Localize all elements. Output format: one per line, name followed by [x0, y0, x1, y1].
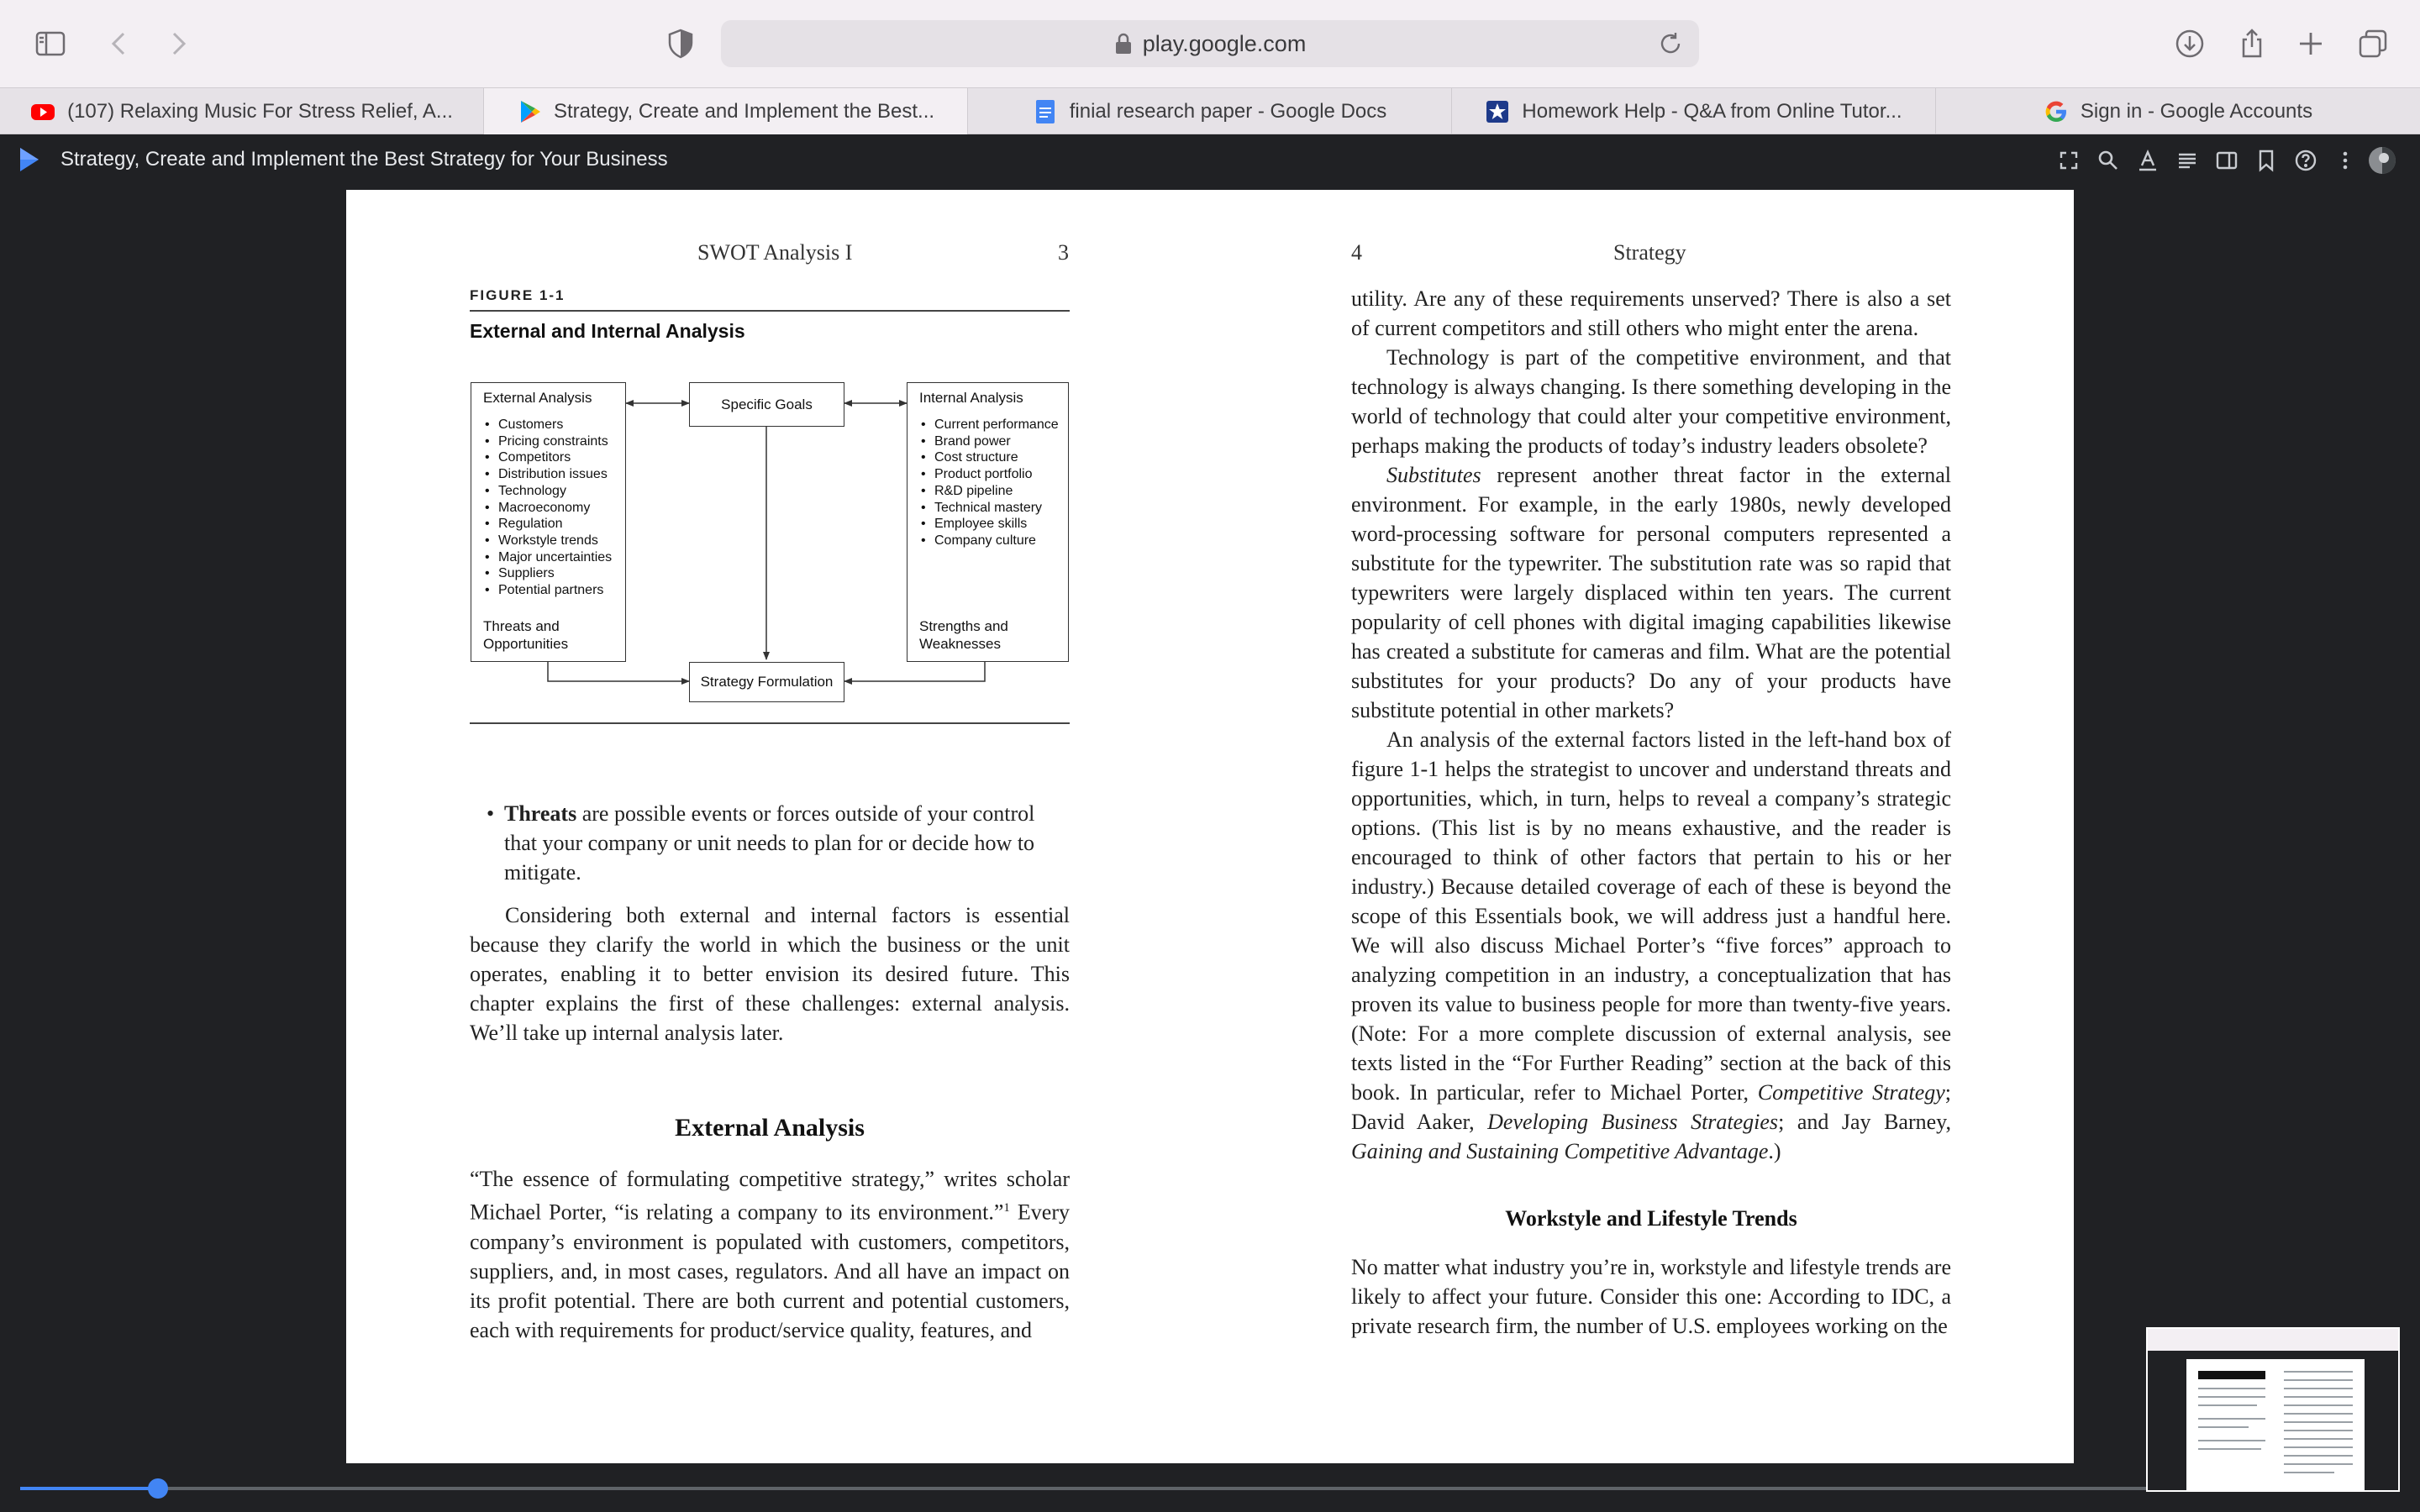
paragraph-text: Considering both external and internal factors is essential because they clarify the world in which the business or the unit operates, enabling it to better envision its desired future. This chapter explains the first of these challenges: external analysis. We’ll take up internal analysis later.	[470, 903, 1070, 1045]
figure-label: FIGURE 1-1	[470, 287, 566, 303]
tab-google-play-book[interactable]	[484, 88, 968, 134]
footer-line: Strengths and	[919, 618, 1008, 634]
browser-toolbar	[0, 0, 2420, 87]
paragraph-text: An analysis of the external factors listed in the left-hand box of figure 1-1 helps the strategist to uncover and understand threats and opportunities, which, in turn, helps to reveal a company’s strategic options. (This list is by no means exhaustive, and the reader is encouraged to think of other factors that pertain to his or her industry.) Because detailed coverage of each of these is beyond the scope of this Essentials book, we will address just a handful here. We will also discuss Michael Porter’s “five forces” approach to analyzing competition in an industry, a conceptualization that has proven its value to business people for more than twenty-five years. (Note: For a more complete discussion of external analysis, see texts listed in the “For Further Reading” section at the back of this book. In particular, refer to Michael Porter,	[1351, 727, 1951, 1105]
footer-line: Weaknesses	[919, 636, 1002, 652]
figure-rule	[470, 722, 1070, 724]
share-icon[interactable]	[2227, 18, 2277, 69]
external-box-footer	[483, 617, 568, 653]
thumbnail-line	[2198, 1448, 2261, 1450]
footer-line: Opportunities	[483, 636, 569, 652]
tab-label: finial research paper - Google Docs	[1069, 99, 1387, 123]
list-item: • Distribution issues	[485, 466, 625, 483]
list-item: • Company culture	[921, 533, 1068, 549]
book-reference: Competitive Strategy	[1757, 1080, 1945, 1105]
youtube-icon	[30, 99, 55, 124]
external-analysis-heading: External Analysis	[483, 390, 592, 406]
star-badge-icon	[1485, 99, 1510, 124]
figure-title: External and Internal Analysis	[470, 320, 745, 342]
paragraph-text: Technology is part of the competitive environment, and that technology is always changing. Is there something developing in the world of technology that could alter your competitive environment, perhaps making the products of today’s industry leaders obsolete?	[1351, 345, 1951, 458]
thumbnail-toolbar	[2148, 1329, 2400, 1351]
text-format-icon[interactable]	[2135, 148, 2160, 173]
paragraph-text: represent another threat factor in the external environment. For example, in the early 1980s, newly developed word-processing software for personal computers represented a substitute for the typewriter. The substitution rate was so rapid that typewriters were largely displaced within ten years. The current popularity of cell phones with digital imaging capabilities likewise has created a substitute for cameras and film. What are the potential substitutes for your products? Do any of your products have substitute potential in other markets?	[1351, 463, 1951, 722]
heading-external-analysis: External Analysis	[675, 1114, 865, 1142]
list-item: • Current performance	[921, 417, 1068, 433]
thumbnail-line	[2198, 1396, 2265, 1398]
paragraph-essence	[470, 1164, 1070, 1345]
thumbnail-line	[2198, 1426, 2249, 1428]
paragraph-substitutes	[1351, 460, 1951, 725]
list-item: • Cost structure	[921, 449, 1068, 466]
google-docs-icon	[1033, 99, 1058, 124]
google-icon	[2044, 99, 2069, 124]
forward-icon[interactable]	[153, 18, 203, 69]
book-reference: Developing Business Strategies	[1487, 1110, 1779, 1134]
thumbnail-line	[2284, 1438, 2353, 1440]
thumbnail-line	[2284, 1421, 2353, 1423]
paragraph-utility: utility. Are any of these requirements unserved? There is also a set of current competitors and still others who might enter the arena.	[1351, 286, 1951, 340]
specific-goals-box: Specific Goals	[689, 382, 844, 427]
book-spread	[346, 190, 2074, 1463]
tab-bar	[0, 87, 2420, 134]
search-icon[interactable]	[2096, 148, 2121, 173]
thumbnail-line	[2284, 1455, 2353, 1457]
reload-icon[interactable]	[1657, 30, 1684, 57]
thumbnail-line	[2284, 1413, 2353, 1415]
right-page-number: 4	[1351, 240, 1362, 265]
thumbnail-line	[2284, 1371, 2353, 1373]
address-text: play.google.com	[1142, 30, 1307, 56]
sidebar-icon[interactable]	[25, 18, 76, 69]
avatar[interactable]	[2368, 146, 2396, 175]
new-tab-icon[interactable]	[2286, 18, 2336, 69]
thumbnail-page	[2186, 1359, 2365, 1492]
external-factor-list	[485, 417, 625, 599]
list-item: • R&D pipeline	[921, 483, 1068, 500]
tab-overview-icon[interactable]	[2348, 18, 2398, 69]
internal-box-footer	[919, 617, 1008, 653]
heading-workstyle-trends: Workstyle and Lifestyle Trends	[1505, 1206, 1797, 1231]
strategy-formulation-box: Strategy Formulation	[689, 662, 844, 702]
thumbnail-line	[2198, 1418, 2265, 1420]
google-play-books-icon[interactable]	[17, 146, 44, 173]
thumbnail-line	[2284, 1463, 2353, 1465]
paragraph-analysis	[1351, 725, 1951, 1166]
bullet-marker: •	[487, 801, 495, 826]
tab-google-accounts[interactable]	[1936, 88, 2420, 134]
progress-knob[interactable]	[148, 1478, 168, 1499]
google-play-icon	[517, 99, 542, 124]
list-item: • Technical mastery	[921, 500, 1068, 517]
notes-icon[interactable]	[2214, 148, 2239, 173]
list-item: • Suppliers	[485, 565, 625, 582]
paragraph-text: ; David Aaker,	[1351, 1080, 1952, 1134]
paragraph-text: Every company’s environment is populated with customers, competitors, suppliers, and, in most cases, regulators. And all have an impact on its profit potential. There are both current and potential customers, each with requirements for product/service quality, features, and	[470, 1200, 1070, 1342]
tab-youtube[interactable]	[0, 88, 484, 134]
thumbnail-line	[2284, 1446, 2353, 1448]
thumbnail-line	[2198, 1388, 2265, 1389]
tab-label: Sign in - Google Accounts	[2080, 99, 2313, 123]
list-item: • Macroeconomy	[485, 500, 625, 517]
paragraph-text: ; and Jay Barney,	[1778, 1110, 1951, 1134]
footnote-mark[interactable]: 1	[1003, 1201, 1010, 1215]
help-icon[interactable]	[2293, 148, 2318, 173]
thumbnail-heading	[2198, 1371, 2265, 1379]
tab-google-docs[interactable]	[968, 88, 1452, 134]
lock-icon	[1114, 33, 1133, 55]
book-title: Strategy, Create and Implement the Best Strategy for Your Business	[60, 148, 668, 171]
tab-homework-help[interactable]	[1452, 88, 1936, 134]
thumbnail-line	[2284, 1388, 2353, 1389]
bookmark-icon[interactable]	[2254, 148, 2279, 173]
fullscreen-icon[interactable]	[2056, 148, 2081, 173]
external-analysis-box	[471, 382, 626, 662]
thumbnail-line	[2284, 1430, 2353, 1431]
threats-bullet	[504, 799, 1070, 887]
paragraph-workstyle: No matter what industry you’re in, workstyle and lifestyle trends are likely to affect your future. Consider this one: According to IDC, a private research firm, the number of U.S. employees working on the	[1351, 1255, 1951, 1338]
list-item: • Regulation	[485, 516, 625, 533]
download-icon[interactable]	[2165, 18, 2215, 69]
tab-label: Strategy, Create and Implement the Best...	[553, 99, 935, 123]
address-bar[interactable]	[721, 20, 1699, 67]
paragraph-text: “The essence of formulating competitive strategy,” writes scholar Michael Porter, “is relating a company to its environment.”	[470, 1167, 1070, 1225]
figure-rule	[470, 310, 1070, 312]
internal-factor-list	[921, 417, 1068, 549]
tab-label: Homework Help - Q&A from Online Tutor...	[1522, 99, 1902, 123]
page-thumbnail-preview[interactable]	[2146, 1327, 2400, 1492]
thumbnail-line	[2198, 1440, 2265, 1441]
list-item: • Product portfolio	[921, 466, 1068, 483]
thumbnail-line	[2284, 1379, 2353, 1381]
contents-icon[interactable]	[2175, 148, 2200, 173]
progress-fill	[20, 1487, 158, 1490]
more-icon[interactable]	[2333, 148, 2358, 173]
reader-header	[0, 134, 2420, 185]
back-icon[interactable]	[94, 18, 145, 69]
internal-analysis-heading: Internal Analysis	[919, 390, 1023, 406]
list-item: • Brand power	[921, 433, 1068, 450]
book-reference: Gaining and Sustaining Competitive Advantage	[1351, 1139, 1769, 1163]
paragraph-text: .)	[1768, 1139, 1781, 1163]
list-item: • Potential partners	[485, 582, 625, 599]
list-item: • Technology	[485, 483, 625, 500]
reading-progress-slider[interactable]	[20, 1487, 2146, 1490]
list-item: • Pricing constraints	[485, 433, 625, 450]
thumbnail-line	[2284, 1404, 2353, 1406]
list-item: • Customers	[485, 417, 625, 433]
footer-line: Threats and	[483, 618, 560, 634]
thumbnail-line	[2198, 1404, 2257, 1406]
list-item: • Major uncertainties	[485, 549, 625, 566]
paragraph-considering	[470, 900, 1070, 1047]
threats-term: Threats	[504, 801, 577, 826]
right-running-head: Strategy	[1613, 240, 1686, 265]
substitutes-term: Substitutes	[1386, 463, 1481, 487]
left-running-head: SWOT Analysis I	[697, 240, 853, 265]
tab-label: (107) Relaxing Music For Stress Relief, A...	[67, 99, 453, 123]
shield-icon[interactable]	[655, 18, 706, 69]
thumbnail-line	[2284, 1472, 2334, 1473]
threats-text: are possible events or forces outside of your control that your company or unit needs to plan for or decide how to mitigate.	[504, 801, 1035, 885]
internal-analysis-box	[907, 382, 1069, 662]
list-item: • Workstyle trends	[485, 533, 625, 549]
left-page-number: 3	[1058, 240, 1069, 265]
list-item: • Employee skills	[921, 516, 1068, 533]
thumbnail-line	[2284, 1396, 2353, 1398]
list-item: • Competitors	[485, 449, 625, 466]
paragraph-technology	[1351, 343, 1951, 460]
